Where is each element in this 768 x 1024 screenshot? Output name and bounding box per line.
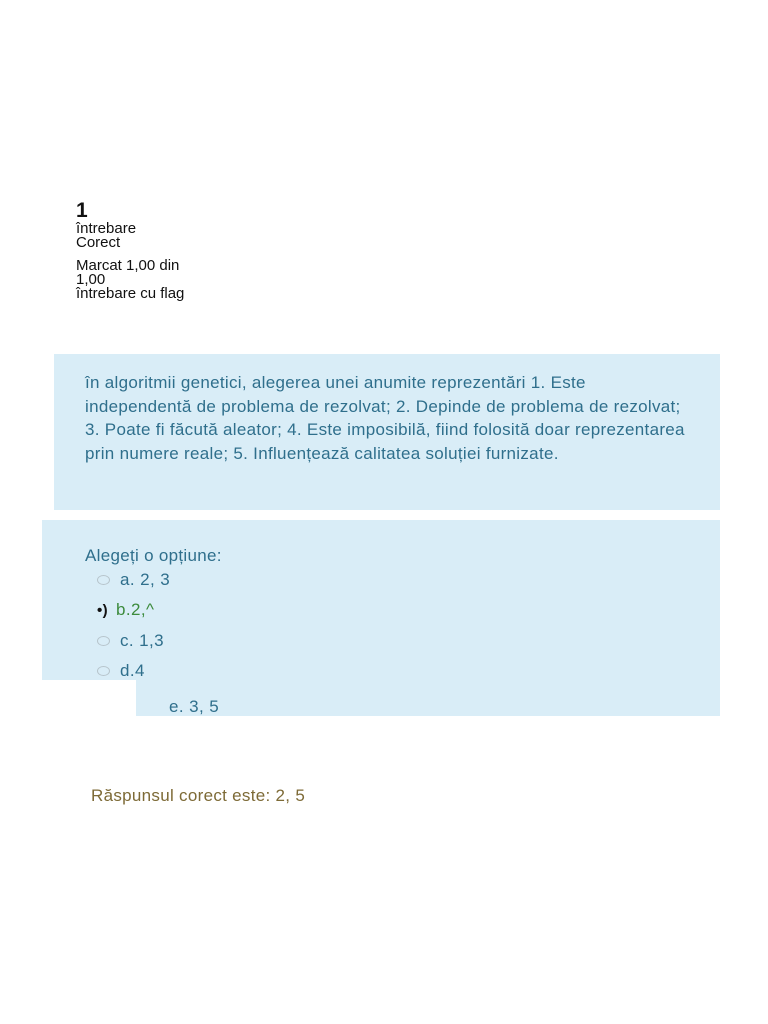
option-label: b.2,^	[116, 600, 155, 619]
radio-icon[interactable]	[97, 666, 110, 676]
option-c[interactable]	[97, 631, 164, 651]
question-grade: Marcat 1,00 din	[76, 257, 180, 274]
option-e[interactable]	[169, 697, 219, 717]
option-a[interactable]	[97, 570, 170, 590]
question-grade-max: 1,00	[76, 271, 106, 288]
question-state: Corect	[76, 234, 121, 251]
option-label: a. 2, 3	[120, 570, 171, 589]
question-label: întrebare	[76, 220, 137, 237]
radio-selected-icon[interactable]: •)	[97, 601, 109, 619]
radio-icon[interactable]	[97, 636, 110, 646]
question-info	[76, 200, 184, 301]
question-text: în algoritmii genetici, alegerea unei anumite reprezentări 1. Este independentă de problema de rezolvat; 2. Depinde de problema de rezolvat; 3. Poate fi făcută aleator; 4. Este imposibilă, fiind folosită doar reprezentarea prin numere reale; 5. Influențează calitatea soluției furnizate.	[85, 373, 685, 463]
option-d[interactable]	[97, 661, 145, 681]
option-b[interactable]	[97, 600, 154, 620]
option-label: c. 1,3	[120, 631, 164, 650]
option-label: e. 3, 5	[169, 697, 220, 716]
option-label: d.4	[120, 661, 145, 680]
radio-icon[interactable]	[97, 575, 110, 585]
answer-panel-extension	[136, 680, 720, 716]
flag-question-link[interactable]: întrebare cu flag	[76, 285, 185, 302]
answer-prompt: Alegeți o opțiune:	[85, 546, 222, 565]
question-number: 1	[76, 199, 88, 222]
correct-answer-feedback: Răspunsul corect este: 2, 5	[91, 786, 306, 805]
